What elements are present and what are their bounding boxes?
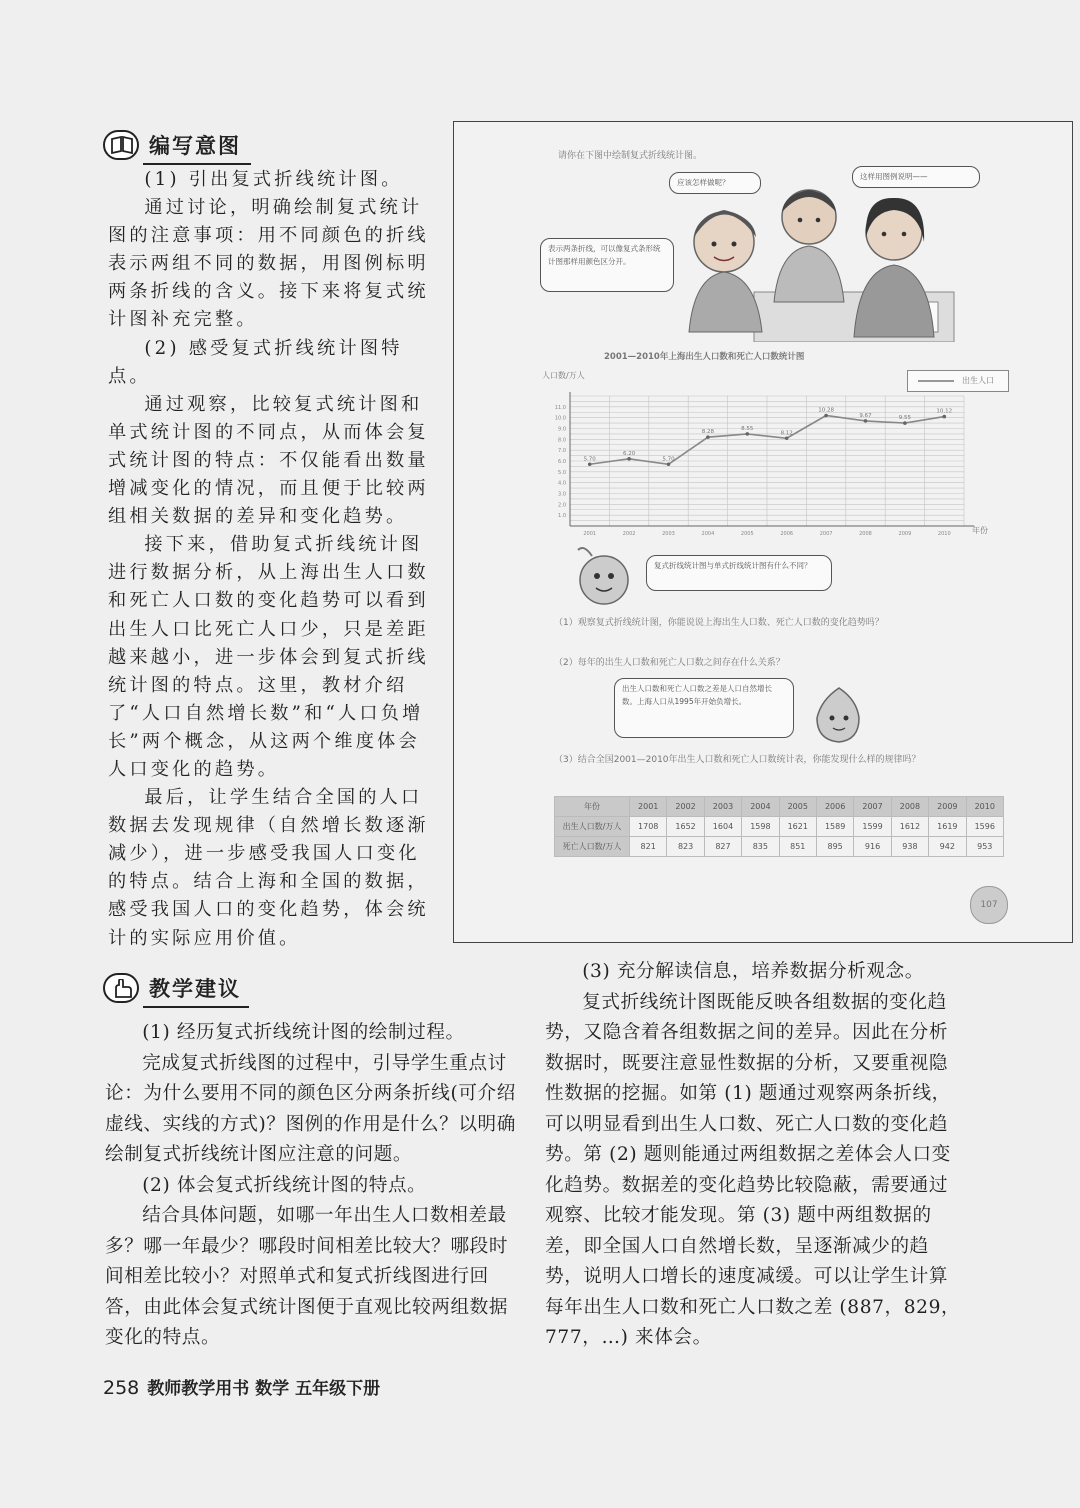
- table-cell: 2003: [704, 797, 741, 817]
- data-point: [588, 462, 592, 466]
- x-tick-label: 2006: [780, 531, 794, 537]
- teaching-advice-left-column: [105, 1018, 525, 1354]
- x-tick-label: 2005: [740, 531, 754, 537]
- mascot-bubble-compare: 复式折线统计图与单式折线统计图有什么不同？: [646, 555, 832, 591]
- speech-bubble-legend: 这样用图例说明——: [852, 166, 980, 188]
- data-label: 10.12: [936, 408, 953, 415]
- table-cell: 2004: [742, 797, 779, 817]
- table-cell: 821: [630, 837, 667, 857]
- data-label: 8.28: [701, 429, 715, 436]
- table-header-row: [555, 797, 1004, 817]
- paragraph: (2) 感受复式折线统计图特点。: [108, 337, 403, 387]
- paragraph: 最后，让学生结合全国的人口数据去发现规律（自然增长数逐渐减少），进一步感受我国人口变化的特点。结合上海和全国的数据，感受我国人口的变化趋势，体会统计的实际应用价值。: [108, 787, 429, 949]
- data-point: [943, 415, 947, 419]
- y-tick-label: 2.0: [558, 502, 566, 509]
- table-cell: 1652: [667, 817, 704, 837]
- data-label: 6.20: [622, 450, 636, 457]
- data-label: 10.28: [818, 407, 834, 414]
- table-cell: 916: [854, 837, 891, 857]
- chart-title: 2001—2010年上海出生人口数和死亡人口数统计图: [604, 352, 805, 362]
- speech-bubble-color: 表示两条折线，可以像复式条形统计图那样用颜色区分开。: [540, 238, 674, 292]
- table-cell: 年份: [555, 797, 630, 817]
- speech-bubble-question: 应该怎样做呢？: [669, 172, 761, 194]
- table-cell: 895: [816, 837, 853, 857]
- book-title: 教师教学用书 数学 五年级下册: [147, 1379, 381, 1399]
- legend-label: 出生人口: [962, 376, 994, 385]
- data-label: 5.70: [662, 456, 675, 463]
- y-tick-label: 5.0: [558, 469, 566, 476]
- data-point: [746, 432, 750, 436]
- table-cell: 2006: [816, 797, 853, 817]
- textbook-page-number: 107: [980, 900, 998, 910]
- writing-intent-text: [108, 166, 430, 953]
- x-tick-label: 2004: [701, 531, 715, 537]
- textbook-page-number-badge: [970, 886, 1008, 924]
- data-point: [864, 419, 868, 423]
- table-cell: 2005: [779, 797, 816, 817]
- table-cell: 823: [667, 837, 704, 857]
- paragraph: (1) 经历复式折线统计图的绘制过程。: [142, 1022, 465, 1043]
- paragraph: (1) 引出复式折线统计图。: [144, 169, 403, 190]
- x-tick-label: 2001: [583, 531, 597, 537]
- mascot-bubble-growth: 出生人口数和死亡人口数之差是人口自然增长数。上海人口从1995年开始负增长。: [614, 678, 794, 738]
- table-cell: 827: [704, 837, 741, 857]
- textbook-page-panel: [453, 121, 1073, 943]
- table-row: [555, 817, 1004, 837]
- paragraph: 通过讨论，明确绘制复式统计图的注意事项：用不同颜色的折线表示两组不同的数据，用图例标明两条折线的含义。接下来将复式统计图补充完整。: [108, 197, 429, 331]
- data-point: [785, 436, 789, 440]
- y-tick-label: 4.0: [558, 480, 566, 487]
- data-point: [706, 435, 710, 439]
- x-tick-label: 2002: [622, 531, 636, 537]
- paragraph: 结合具体问题，如哪一年出生人口数相差最多？哪一年最少？哪段时间相差比较大？哪段时间相差比较小？对照单式和复式折线图进行回答，由此体会复式统计图便于直观比较两组数据变化的特点。: [105, 1205, 509, 1348]
- x-axis-label: 年份: [972, 526, 988, 535]
- table-cell: 2008: [891, 797, 928, 817]
- table-cell: 942: [929, 837, 966, 857]
- table-cell: 2009: [929, 797, 966, 817]
- table-cell: 2010: [966, 797, 1003, 817]
- data-point: [903, 421, 907, 425]
- hand-pointer-icon: [103, 973, 139, 1003]
- table-cell: 953: [966, 837, 1003, 857]
- table-cell: 1589: [816, 817, 853, 837]
- page-footer: [103, 1374, 380, 1399]
- table-cell: 1612: [891, 817, 928, 837]
- data-label: 9.67: [859, 412, 872, 419]
- table-cell: 2007: [854, 797, 891, 817]
- table-cell: 1619: [929, 817, 966, 837]
- table-cell: 835: [742, 837, 779, 857]
- question-3: （3）结合全国2001—2010年出生人口数和死亡人口数统计表，你能发现什么样的规律吗？: [554, 755, 921, 765]
- table-cell: 2001: [630, 797, 667, 817]
- data-label: 8.12: [780, 430, 793, 437]
- table-cell: 851: [779, 837, 816, 857]
- y-axis-label: 人口数/万人: [542, 371, 585, 380]
- y-tick-label: 6.0: [558, 459, 566, 465]
- book-icon: [103, 130, 139, 160]
- data-label: 5.70: [583, 456, 596, 463]
- data-point: [824, 414, 828, 418]
- x-tick-label: 2009: [898, 531, 912, 537]
- section-title: 教学建议: [149, 977, 241, 1001]
- paragraph: 复式折线统计图既能反映各组数据的变化趋势，又隐含着各组数据之间的差异。因此在分析数据时，既要注意显性数据的分析，又要重视隐性数据的挖掘。如第 (1) 题通过观察两条折线，可以明显看到出生人口数、死亡人口数的变化趋势。第 (2) 题则能通过两组数据之差体会人口变化趋势。数据差的变化趋势比较隐蔽，需要通过观察、比较才能发现。第 (3) 题中两组数据的差，即全国人口自然增长数，呈逐渐减少的趋势，说明人口增长的速度减缓。可以让学生计算每年出生人口数和死亡人口数之差 (887，829，777，…) 来体会。: [545, 991, 961, 1348]
- x-tick-label: 2010: [937, 531, 951, 537]
- paragraph: 完成复式折线图的过程中，引导学生重点讨论：为什么要用不同的颜色区分两条折线(可介绍虚线、实线的方式)？图例的作用是什么？以明确绘制复式折线统计图应注意的问题。: [105, 1052, 516, 1165]
- table-cell: 出生人口数/万人: [555, 817, 630, 837]
- table-cell: 1596: [966, 817, 1003, 837]
- table-cell: 938: [891, 837, 928, 857]
- y-tick-label: 11.0: [554, 404, 566, 411]
- y-tick-label: 10.0: [554, 415, 566, 422]
- page-number: 258: [103, 1377, 140, 1399]
- table-cell: 死亡人口数/万人: [555, 837, 630, 857]
- table-cell: 2002: [667, 797, 704, 817]
- y-tick-label: 3.0: [558, 491, 566, 498]
- line-chart: [544, 388, 984, 538]
- data-point: [627, 457, 631, 461]
- paragraph: (2) 体会复式折线统计图的特点。: [142, 1174, 427, 1196]
- x-tick-label: 2008: [859, 531, 872, 537]
- x-tick-label: 2007: [819, 531, 833, 537]
- y-tick-label: 9.0: [558, 426, 566, 433]
- section-heading-writing-intent: [103, 127, 251, 163]
- paragraph: (3) 充分解读信息，培养数据分析观念。: [582, 961, 924, 982]
- table-cell: 1708: [630, 817, 667, 837]
- section-heading-teaching-advice: [103, 970, 249, 1006]
- table-cell: 1621: [779, 817, 816, 837]
- y-tick-label: 8.0: [558, 437, 566, 444]
- y-tick-label: 7.0: [558, 448, 566, 455]
- population-table: [554, 796, 1004, 857]
- question-1: （1）观察复式折线统计图，你能说说上海出生人口数、死亡人口数的变化趋势吗？: [554, 618, 884, 628]
- table-row: [555, 837, 1004, 857]
- x-tick-label: 2003: [662, 531, 675, 537]
- y-tick-label: 1.0: [558, 513, 566, 520]
- section-title: 编写意图: [149, 134, 241, 158]
- data-label: 9.55: [898, 415, 912, 422]
- teaching-advice-right-column: [545, 957, 965, 1354]
- table-cell: 1598: [742, 817, 779, 837]
- paragraph: 接下来，借助复式折线统计图进行数据分析，从上海出生人口数和死亡人口数的变化趋势可以看到出生人口比死亡人口少，只是差距越来越小，进一步体会到复式折线统计图的特点。这里，教材介绍了“人口自然增长数”和“人口负增长”两个概念，从这两个维度体会人口变化的趋势。: [108, 534, 429, 780]
- mascot-pear-illustration: [799, 682, 879, 746]
- data-label: 8.55: [741, 425, 754, 432]
- question-2: （2）每年的出生人口数和死亡人口数之间存在什么关系？: [554, 658, 785, 668]
- mascot-ball-illustration: [564, 542, 644, 612]
- paragraph: 通过观察，比较复式统计图和单式统计图的不同点，从而体会复式统计图的特点：不仅能看出数量增减变化的情况，而且便于比较两组相关数据的差异和变化趋势。: [108, 393, 429, 528]
- table-cell: 1604: [704, 817, 741, 837]
- table-cell: 1599: [854, 817, 891, 837]
- instruction-text: 请你在下图中绘制复式折线统计图。: [558, 151, 703, 161]
- data-point: [667, 462, 671, 466]
